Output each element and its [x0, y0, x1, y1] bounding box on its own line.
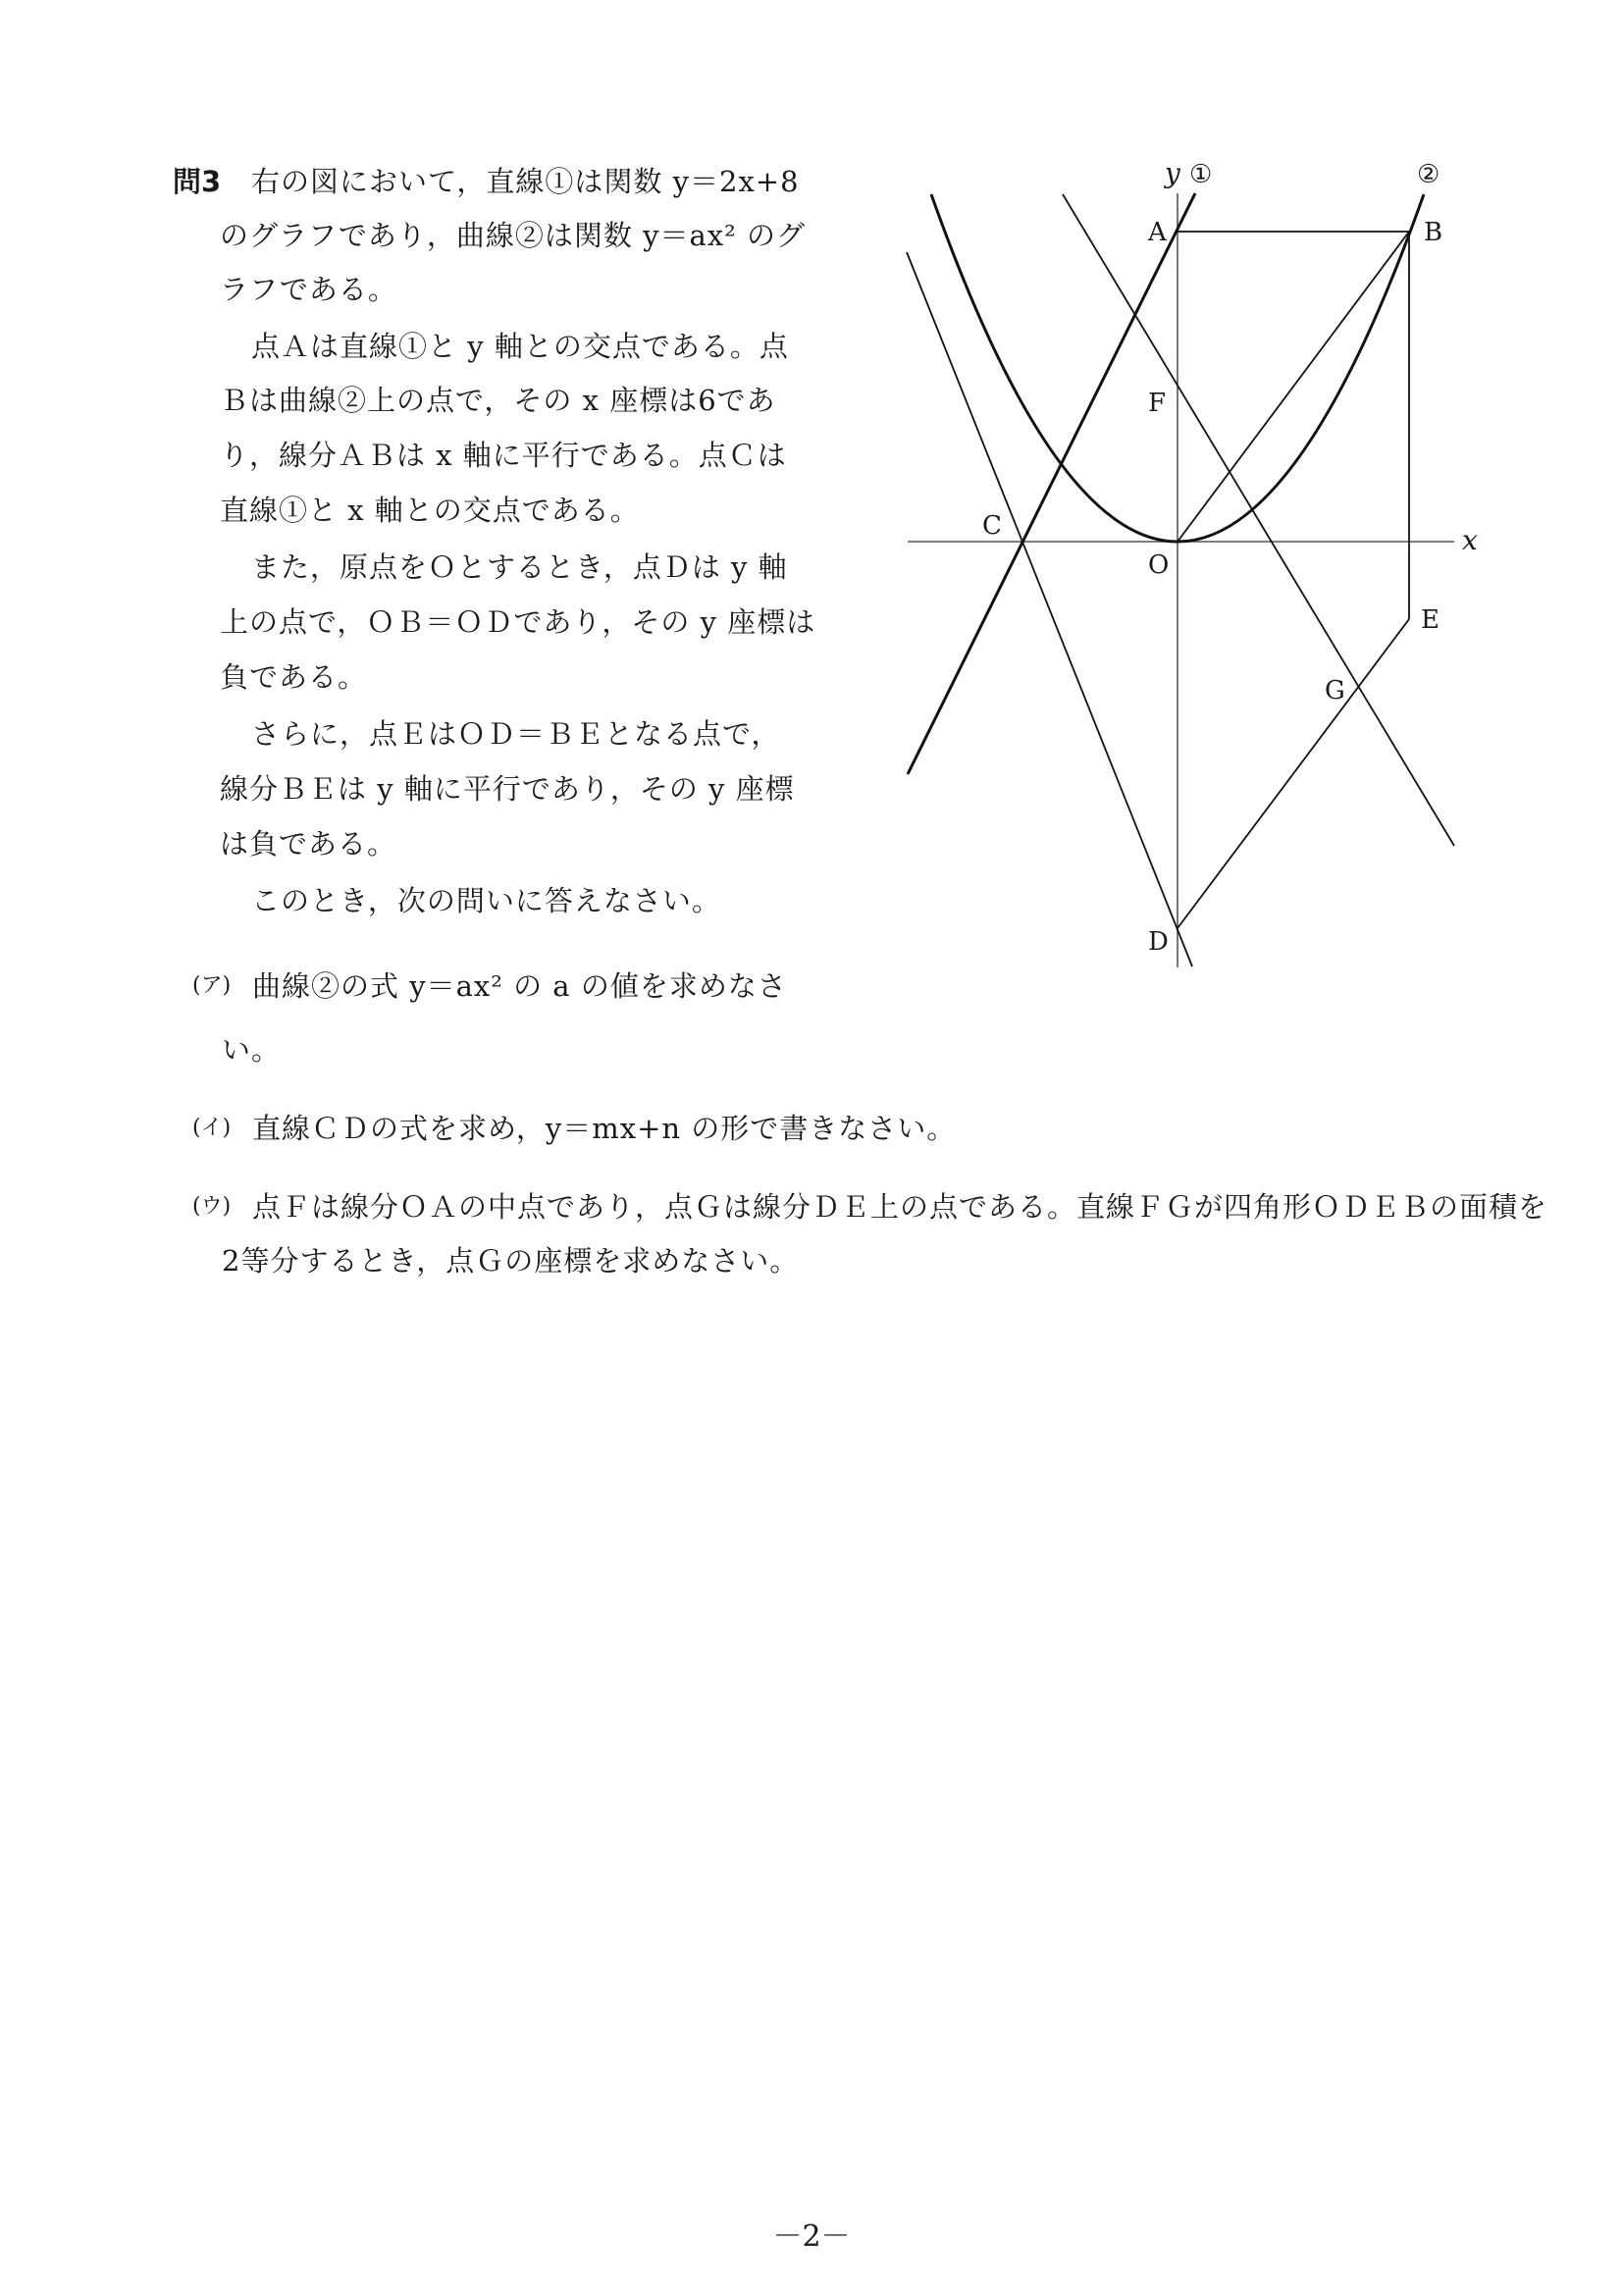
intro-line: り，線分ＡＢは x 軸に平行である。点Ｃは — [220, 439, 787, 472]
intro-line: は負である。 — [220, 827, 397, 861]
line-1-label: ① — [1189, 160, 1213, 189]
intro-line: のグラフであり，曲線②は関数 y＝ax² のグ — [220, 219, 806, 252]
problem-number: 問3 — [173, 165, 222, 198]
question-marker-b: (イ) — [192, 1116, 232, 1140]
intro-line: 上の点で，ＯＢ＝ＯＤであり，その y 座標は — [220, 605, 816, 639]
intro-line: このとき，次の問いに答えなさい。 — [251, 884, 721, 917]
question-c-text: 点Ｆは線分ＯＡの中点であり，点Ｇは線分ＤＥ上の点である。直線ＦＧが四角形ＯＤＥＢの面積を — [252, 1190, 1548, 1224]
intro-line: また，原点をＯとするとき，点Ｄは y 軸 — [251, 550, 788, 584]
question-marker-c: (ウ) — [192, 1194, 232, 1219]
x-axis-label: x — [1462, 524, 1478, 556]
curve-2-label: ② — [1417, 160, 1440, 189]
point-d-label: D — [1148, 927, 1169, 957]
coordinate-figure — [0, 0, 1623, 1079]
intro-line: Ｂは曲線②上の点で，その x 座標は6であ — [220, 384, 776, 417]
line-1 — [908, 193, 1195, 774]
point-e-label: E — [1421, 605, 1440, 635]
intro-line: 線分ＢＥは y 軸に平行であり，その y 座標 — [220, 772, 795, 806]
intro-line: さらに，点ＥはＯＤ＝ＢＥとなる点で， — [251, 717, 781, 751]
intro-line: 右の図において，直線①は関数 y＝2x+8 — [251, 165, 800, 198]
line-fg — [1063, 194, 1454, 846]
intro-line: ラフである。 — [220, 273, 397, 306]
point-o-label: O — [1148, 550, 1170, 580]
question-a-text: 曲線②の式 y＝ax² の a の値を求めなさ — [252, 969, 787, 1003]
y-axis-label: y — [1165, 157, 1180, 189]
line-cd — [907, 252, 1192, 966]
segment-ed — [1178, 619, 1409, 928]
intro-line: 直線①と x 軸との交点である。 — [220, 494, 640, 527]
question-a-text: い。 — [222, 1033, 282, 1067]
point-f-label: F — [1148, 389, 1167, 418]
question-marker-a: (ア) — [192, 973, 232, 998]
intro-line: 点Ａは直線①と y 軸との交点である。点 — [251, 330, 789, 363]
point-a-label: A — [1148, 218, 1167, 247]
point-g-label: G — [1325, 676, 1345, 705]
segment-ob — [1178, 232, 1409, 542]
point-b-label: B — [1424, 218, 1443, 247]
point-c-label: C — [982, 511, 1002, 541]
intro-line: 負である。 — [220, 660, 368, 694]
question-b-text: 直線ＣＤの式を求め，y＝mx+n の形で書きなさい。 — [252, 1112, 957, 1145]
question-c-text: 2等分するとき，点Ｇの座標を求めなさい。 — [222, 1244, 800, 1278]
page-number: －2－ — [772, 2219, 851, 2254]
